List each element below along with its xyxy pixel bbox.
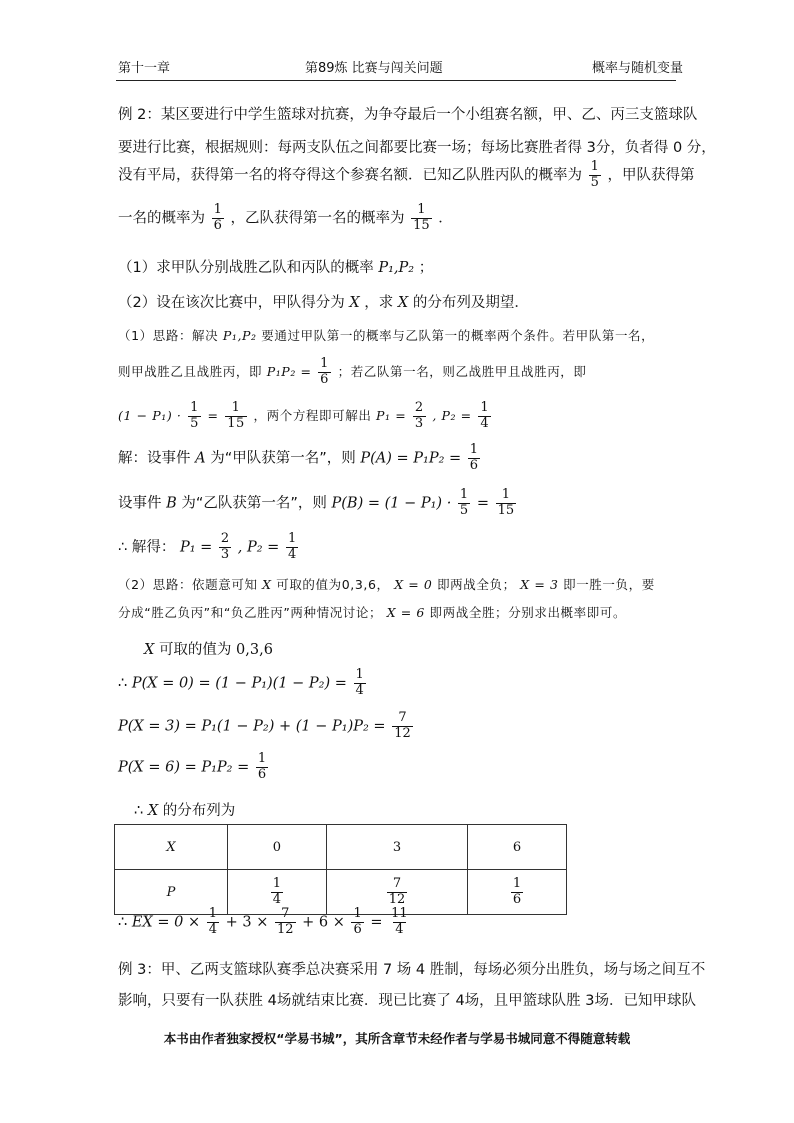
analysis1-line1: （1）思路：解决 P₁,P₂ 要通过甲队第一的概率与乙队第一的概率两个条件。若甲队第一名， bbox=[118, 328, 655, 343]
header-lesson: 第89炼 比赛与闯关问题 bbox=[305, 61, 443, 76]
dist-label: ∴ X 的分布列为 bbox=[134, 803, 236, 819]
example2-line2: 要进行比赛，根据规则：每两支队伍之间都要比赛一场；每场比赛胜者得 3分，负者得 0 分， bbox=[118, 140, 716, 156]
example2-line3a: 没有平局，获得第一名的将夺得这个参赛名额．已知乙队胜丙队的概率为 bbox=[118, 167, 582, 184]
example2-line4: 一名的概率为 $\frac{1}{6}$ ，乙队获得第一名的概率为 $\frac{1}{15}$ ． bbox=[118, 202, 453, 233]
fraction-1-5: $\frac{1}{5}$ bbox=[590, 159, 599, 190]
values-line: X 可取的值为 0,3,6 bbox=[144, 642, 273, 658]
footer-notice: 本书由作者独家授权“学易书城”，其所含章节未经作者与学易书城同意不得随意转载 bbox=[163, 1031, 631, 1046]
example2-line3b: ，甲队获得第 bbox=[607, 167, 695, 184]
table-cell: 6 bbox=[468, 825, 567, 870]
question-2: （2）设在该次比赛中，甲队得分为 X ，求 X 的分布列及期望． bbox=[118, 295, 529, 311]
analysis1-line3: (1 − P₁) · $\frac{1}{5}$ = $\frac{1}{15}$ ，两个方程即可解出 P₁ = $\frac{2}{3}$ , P₂ = $\frac{1}{4}$ bbox=[118, 400, 490, 431]
eq-px0: ∴ P(X = 0) = (1 − P₁)(1 − P₂) = $\frac{1}{4}$ bbox=[118, 667, 364, 698]
expectation: ∴ EX = 0 × $\frac{1}{4}$ + 3 × $\frac{7}{12}$ + 6 × $\frac{1}{6}$ = $\frac{11}{4}$ bbox=[118, 906, 408, 937]
table-cell: $\frac{1}{4}$ bbox=[228, 870, 327, 915]
example2-line3 bbox=[118, 160, 695, 191]
solution-line3: ∴ 解得： P₁ = $\frac{2}{3}$ , P₂ = $\frac{1}{4}$ bbox=[118, 531, 297, 562]
table-cell: X bbox=[115, 825, 228, 870]
header-chapter: 第十一章 bbox=[118, 61, 171, 76]
question-1: （1）求甲队分别战胜乙队和丙队的概率 P₁,P₂ ； bbox=[118, 260, 434, 276]
eq-px3: P(X = 3) = P₁(1 − P₂) + (1 − P₁)P₂ = $\frac{7}{12}$ bbox=[118, 710, 411, 741]
header-topic: 概率与随机变量 bbox=[592, 61, 684, 76]
eq-px6: P(X = 6) = P₁P₂ = $\frac{1}{6}$ bbox=[118, 751, 267, 782]
example3-line2: 影响，只要有一队获胜 4场就结束比赛．现已比赛了 4场，且甲篮球队胜 3场．已知甲球队 bbox=[118, 993, 696, 1009]
table-header-row bbox=[115, 825, 567, 870]
table-cell: $\frac{7}{12}$ bbox=[326, 870, 467, 915]
example3-line1: 例 3：甲、乙两支篮球队赛季总决赛采用 7 场 4 胜制，每场必须分出胜负，场与场之间互不 bbox=[118, 962, 706, 978]
table-cell: P bbox=[115, 870, 228, 915]
fraction-1-6: $\frac{1}{6}$ bbox=[213, 202, 222, 233]
fraction-1-15: $\frac{1}{15}$ bbox=[413, 202, 430, 233]
solution-line1: 解：设事件 A 为“甲队获第一名”，则 P(A) = P₁P₂ = $\frac{1}{6}$ bbox=[118, 442, 479, 473]
example2-line1: 例 2：某区要进行中学生篮球对抗赛，为争夺最后一个小组赛名额，甲、乙、丙三支篮球队 bbox=[118, 107, 698, 123]
analysis2-line2: 分成“胜乙负丙”和“负乙胜丙”两种情况讨论； X = 6 即两战全胜；分别求出概率即可。 bbox=[118, 605, 627, 620]
table-cell: $\frac{1}{6}$ bbox=[468, 870, 567, 915]
table-cell: 0 bbox=[228, 825, 327, 870]
table-cell: 3 bbox=[326, 825, 467, 870]
header-rule bbox=[116, 80, 676, 81]
solution-line2: 设事件 B 为“乙队获第一名”，则 P(B) = (1 − P₁) · $\frac{1}{5}$ = $\frac{1}{15}$ bbox=[118, 487, 515, 518]
analysis1-line2: 则甲战胜乙且战胜丙，即 P₁P₂ = $\frac{1}{6}$ ；若乙队第一名，则乙战胜甲且战胜丙，即 bbox=[118, 356, 587, 387]
distribution-table bbox=[114, 824, 567, 915]
analysis2-line1: （2）思路：依题意可知 X 可取的值为0,3,6， X = 0 即两战全负； X = 3 即一胜一负，要 bbox=[118, 577, 655, 592]
